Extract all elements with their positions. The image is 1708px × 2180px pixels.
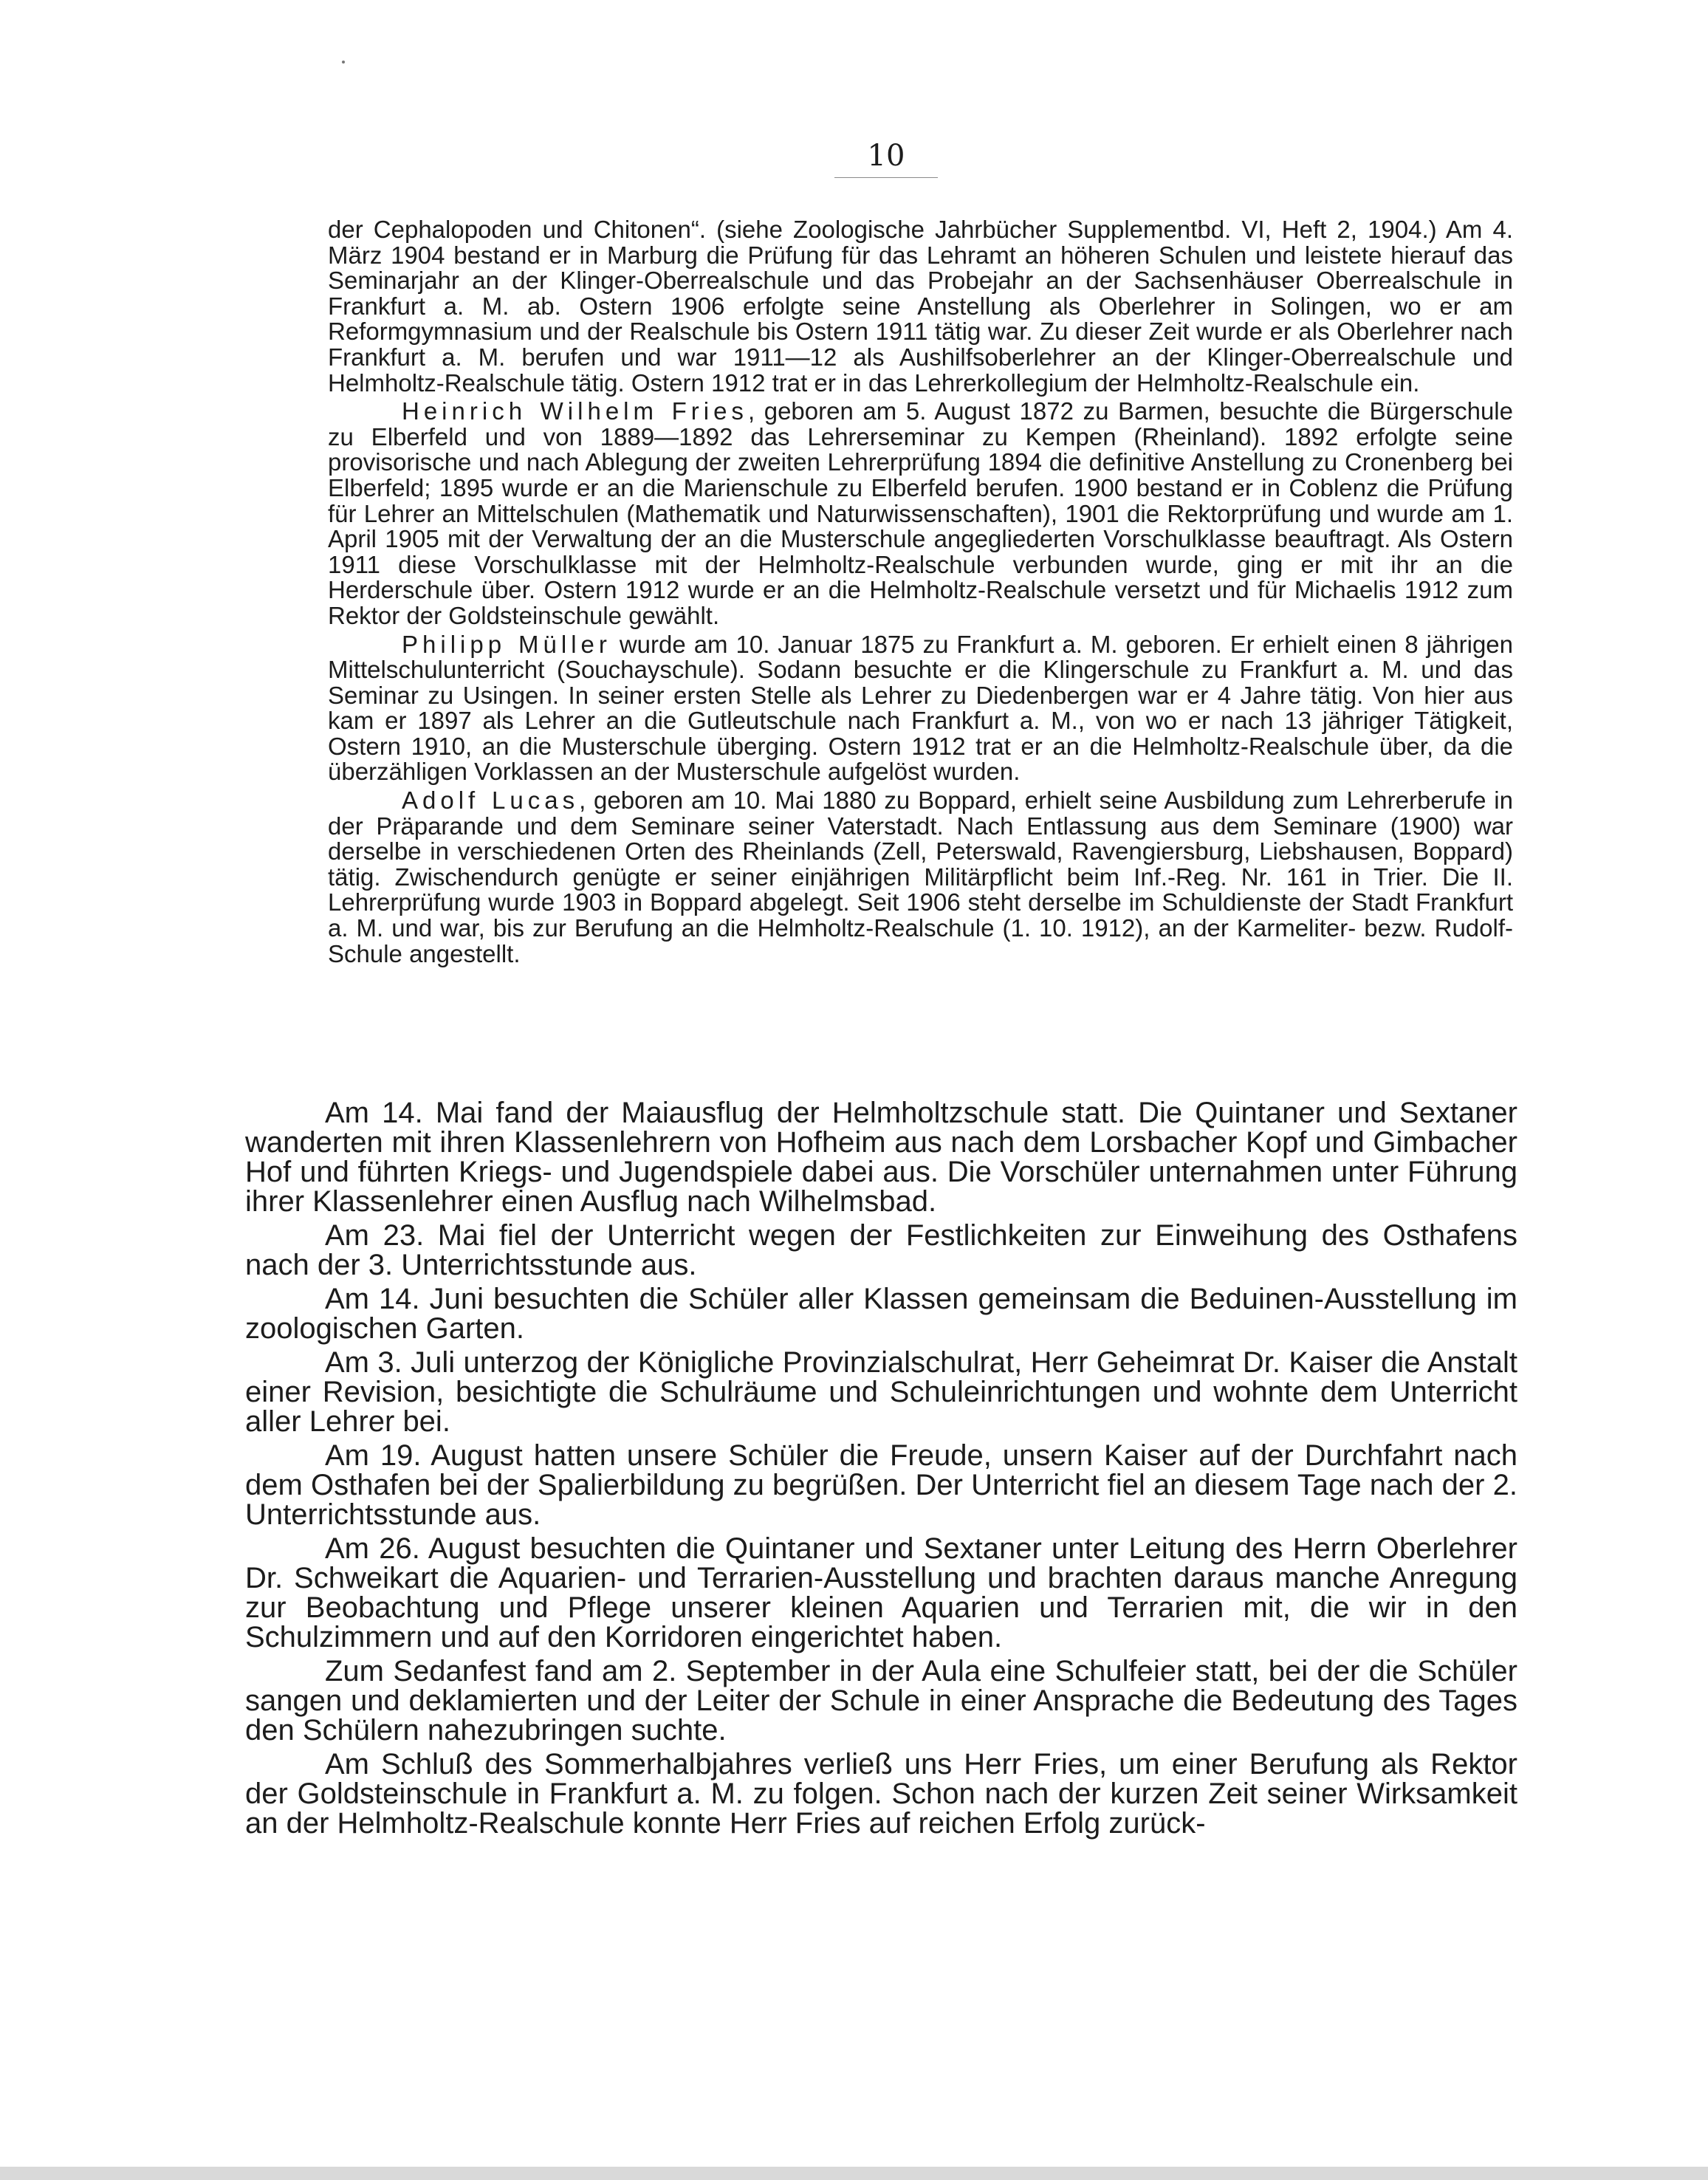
biography-mueller-name: Philipp Müller [402, 630, 611, 658]
chronicle-paragraph-kaiser: Am 19. August hatten unsere Schüler die Freude, unsern Kaiser auf der Durchfahrt nach dem Osthafen bei der Spalierbildung zu begrüßen. Der Unterricht fiel an diesem Tage nach der 2. Unterrichtsstunde aus. [245, 1439, 1517, 1531]
biography-lucas-text: , geboren am 10. Mai 1880 zu Boppard, erhielt seine Ausbildung zum Lehrerberufe in der Präparande und dem Seminare seiner Vaterstadt. Nach Entlassung aus dem Seminare (1900) war derselbe in verschiedenen Orten des Rheinlands (Zell, Peterswald, Ravengiersburg, Liebshausen, Boppard) tätig. Zwischendurch genügte er seiner einjährigen Militärpflicht beim Inf.-Reg. Nr. 161 in Trier. Die II. Lehrerprüfung wurde 1903 in Boppard abgelegt. Seit 1906 steht derselbe im Schuldienste der Stadt Frankfurt a. M. und war, bis zur Berufung an die Helmholtz-Realschule (1. 10. 1912), an der Karmeliter- bezw. Rudolf-Schule angestellt. [328, 786, 1513, 967]
biography-lucas [328, 788, 1513, 967]
biography-fries-text: , geboren am 5. August 1872 zu Barmen, besuchte die Bürgerschule zu Elberfeld und von 1889—1892 das Lehrerseminar zu Kempen (Rheinland). 1892 erfolgte seine provisorische und nach Ablegung der zweiten Lehrerprüfung 1894 die definitive Anstellung zu Cronenberg bei Elberfeld; 1895 wurde er an die Marienschule zu Elberfeld berufen. 1900 bestand er in Coblenz die Prüfung für Lehrer an Mittelschulen (Mathematik und Naturwissenschaften), 1901 die Rektorprüfung und wurde am 1. April 1905 mit der Verwaltung der an die Musterschule angegliederten Vorschulklasse beauftragt. Als Ostern 1911 diese Vorschulklasse mit der Helmholtz-Realschule verbunden wurde, ging er mit ihr an die Herderschule über. Ostern 1912 wurde er an die Helmholtz-Realschule versetzt und für Michaelis 1912 zum Rektor der Goldsteinschule gewählt. [328, 397, 1513, 629]
biography-lucas-name: Adolf Lucas [402, 786, 580, 815]
scan-edge [0, 2167, 1708, 2180]
biography-mueller-text: wurde am 10. Januar 1875 zu Frankfurt a. M. geboren. Er erhielt einen 8 jährigen Mittelschulunterricht (Souchayschule). Sodann besuchte er die Klingerschule zu Frankfurt a. M. und das Seminar zu Usingen. In seiner ersten Stelle als Lehrer zu Diedenbergen war er 4 Jahre tätig. Von hier aus kam er 1897 als Lehrer an die Gutleutschule nach Frankfurt a. M., von wo er nach 13 jähriger Tätigkeit, Ostern 1910, an die Musterschule überging. Ostern 1912 trat er an die Helmholtz-Realschule über, da die überzähligen Vorklassen an der Musterschule aufgelöst wurden. [328, 630, 1514, 786]
chronicle-paragraph-maiausflug: Am 14. Mai fand der Maiausflug der Helmholtzschule statt. Die Quintaner und Sextaner wanderten mit ihren Klassenlehrern von Hofheim aus nach dem Lorsbacher Kopf und Gimbacher Hof und führten Kriegs- und Jugendspiele dabei aus. Die Vorschüler unternahmen unter Führung ihrer Klassenlehrer einen Ausflug nach Wilhelmsbad. [245, 1097, 1517, 1218]
chronicle-paragraph-sedanfest: Zum Sedanfest fand am 2. September in der Aula eine Schulfeier statt, bei der die Schüler sangen und deklamierten und der Leiter der Schule in einer Ansprache die Bedeutung des Tages den Schülern nahezubringen suchte. [245, 1655, 1517, 1747]
biography-continuation [328, 217, 1513, 396]
biography-fries-name: Heinrich Wilhelm Fries [402, 397, 748, 425]
page-number-rule [834, 177, 938, 178]
page-number: 10 [867, 139, 905, 173]
biography-mueller [328, 632, 1513, 786]
staff-biographies [328, 217, 1513, 967]
chronicle-paragraph-beduinen: Am 14. Juni besuchten die Schüler aller Klassen gemeinsam die Beduinen-Ausstellung im zoologischen Garten. [245, 1283, 1517, 1345]
chronicle-paragraph-fries: Am Schluß des Sommerhalbjahres verließ uns Herr Fries, um einer Berufung als Rektor der Goldsteinschule in Frankfurt a. M. zu folgen. Schon nach der kurzen Zeit seiner Wirksamkeit an der Helmholtz-Realschule konnte Herr Fries auf reichen Erfolg zurück- [245, 1748, 1517, 1840]
chronicle-paragraph-revision: Am 3. Juli unterzog der Königliche Provinzialschulrat, Herr Geheimrat Dr. Kaiser die Anstalt einer Revision, besichtigte die Schulräume und Schuleinrichtungen und wohnte dem Unterricht aller Lehrer bei. [245, 1346, 1517, 1438]
biography-continuation-text: der Cephalopoden und Chitonen“. (siehe Zoologische Jahrbücher Supplementbd. VI, Heft 2, 1904.) Am 4. März 1904 bestand er in Marburg die Prüfung für das Lehramt an höheren Schulen und leistete hierauf das Seminarjahr an der Klinger-Oberrealschule und das Probejahr an der Sachsenhäuser Oberrealschule in Frankfurt a. M. ab. Ostern 1906 erfolgte seine Anstellung als Oberlehrer in Solingen, wo er am Reformgymnasium und der Realschule bis Ostern 1911 tätig war. Zu dieser Zeit wurde er als Oberlehrer nach Frankfurt a. M. berufen und war 1911—12 als Aushilfsoberlehrer an der Klinger-Oberrealschule und Helmholtz-Realschule tätig. Ostern 1912 trat er in das Lehrerkollegium der Helmholtz-Realschule ein. [328, 216, 1513, 397]
school-chronicle [245, 1098, 1517, 1838]
chronicle-paragraph-osthafen: Am 23. Mai fiel der Unterricht wegen der Festlichkeiten zur Einweihung des Osthafens nach der 3. Unterrichtsstunde aus. [245, 1219, 1517, 1281]
chronicle-paragraph-aquarien: Am 26. August besuchten die Quintaner und Sextaner unter Leitung des Herrn Oberlehrer Dr. Schweikart die Aquarien- und Terrarien-Ausstellung und brachten daraus manche Anregung zur Beobachtung und Pflege unserer kleinen Aquarien und Terrarien mit, die wir in den Schulzimmern und auf den Korridoren eingerichtet haben. [245, 1532, 1517, 1653]
paper-speck [342, 61, 345, 64]
biography-fries [328, 399, 1513, 628]
